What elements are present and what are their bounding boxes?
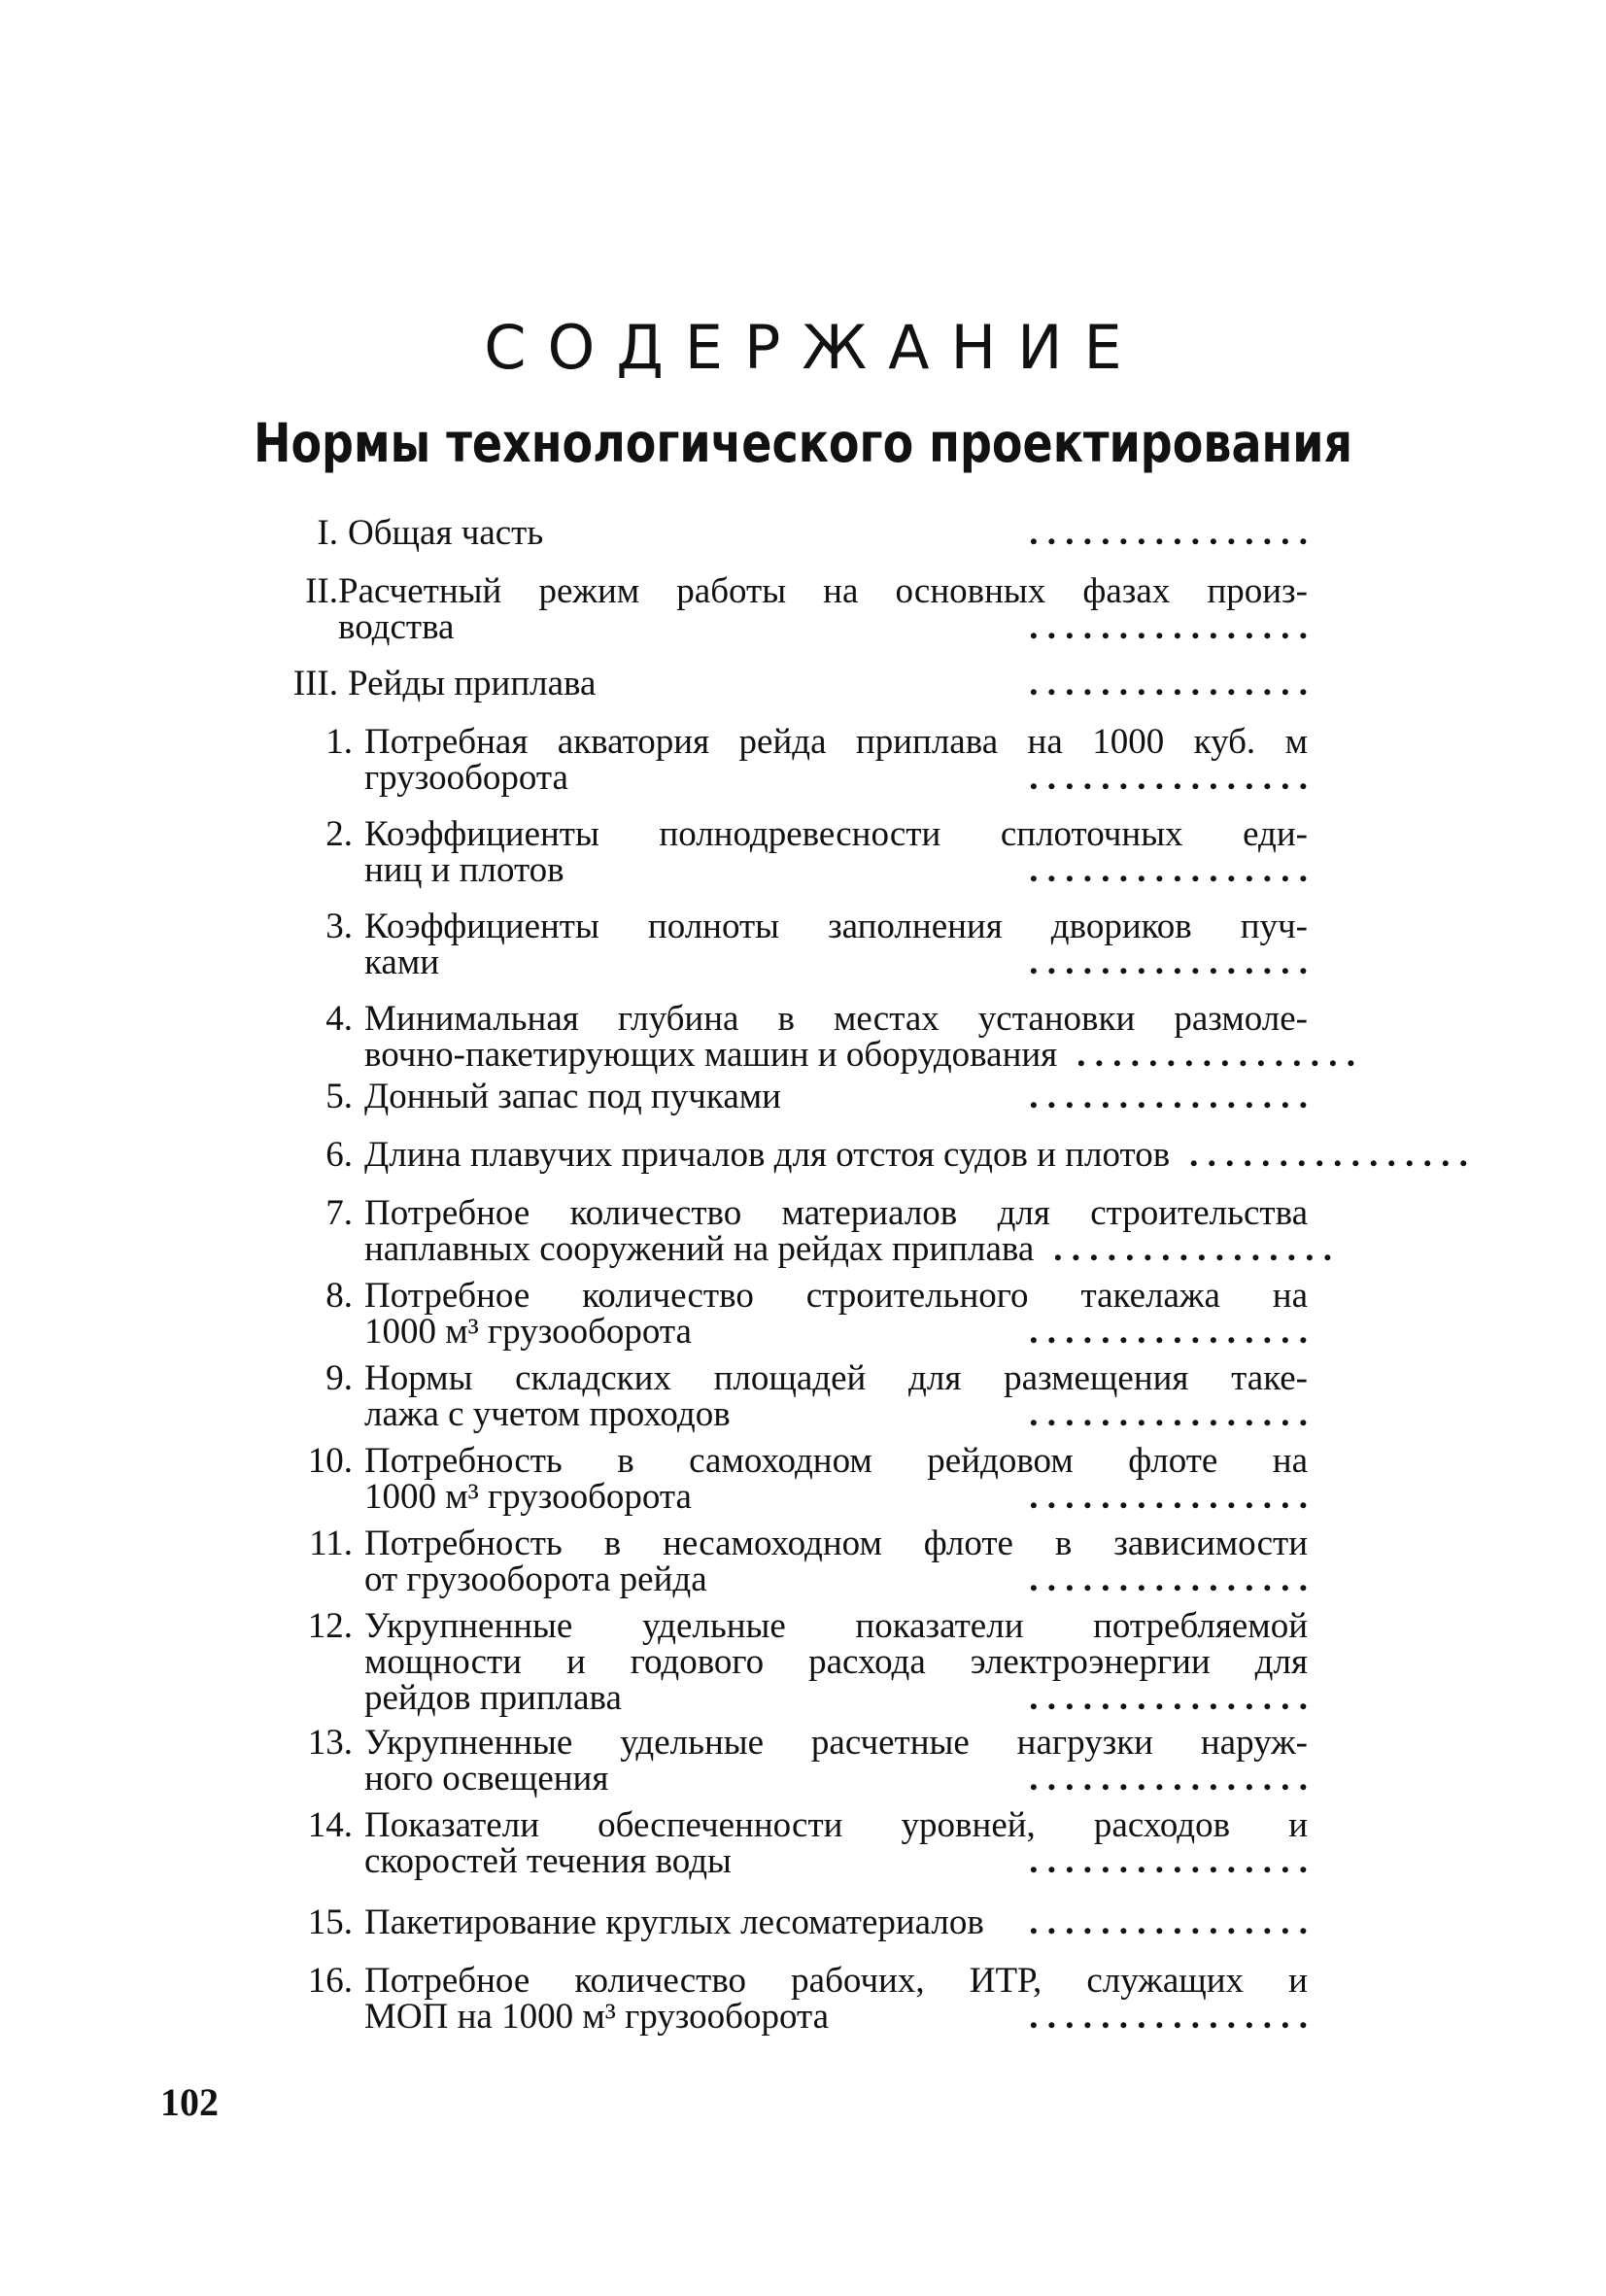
toc-number: 11.: [309, 1524, 353, 1563]
toc-line: Потребное количество рабочих, ИТР, служащих и: [364, 1961, 1308, 2001]
dot-leader: . . . . . . . . . . . . . . . .: [1029, 1477, 1308, 1517]
toc-number: III.: [292, 664, 338, 703]
toc-text: [348, 515, 1308, 551]
toc-line-text: скоростей течения воды: [364, 1841, 732, 1881]
toc-section: [262, 666, 1308, 702]
toc-line: Потребное количество строительного такелажа на: [364, 1276, 1308, 1316]
page-number: 102: [160, 2080, 219, 2124]
toc-item: [262, 1608, 1308, 1716]
toc-line-last: [364, 1314, 1308, 1350]
toc-item: [262, 1525, 1308, 1597]
toc-text: [364, 1904, 1308, 1940]
toc-line-text: Рейды приплава: [348, 664, 597, 703]
toc-line-text: МОП на 1000 м³ грузооборота: [364, 1997, 830, 2037]
dot-leader: . . . . . . . . . . . . . . . .: [1029, 758, 1308, 798]
toc-line: Расчетный режим работы на основных фазах произ-: [338, 571, 1308, 611]
toc-line-text: 1000 м³ грузооборота: [364, 1312, 692, 1352]
toc-text: [364, 724, 1308, 796]
toc-line-last: [364, 1680, 1308, 1716]
toc-line-text: лажа с учетом проходов: [364, 1394, 731, 1434]
toc-text: [364, 1525, 1308, 1597]
toc-line-last: [364, 852, 1308, 888]
toc-item: [262, 1278, 1308, 1350]
toc-text: [364, 999, 1355, 1075]
toc-line: Показатели обеспеченности уровней, расходов и: [364, 1805, 1308, 1845]
toc-text: [364, 1079, 1308, 1114]
toc-line-last: [338, 609, 1308, 645]
toc-text: [364, 816, 1308, 888]
dot-leader: . . . . . . . . . . . . . . . .: [1029, 1312, 1308, 1352]
toc-line: Потребность в несамоходном флоте в зависимости: [364, 1524, 1308, 1563]
toc-line-text: ного освещения: [364, 1759, 609, 1799]
toc-number: 8.: [325, 1276, 353, 1316]
toc-line: Минимальная глубина в местах установки размоле-: [364, 999, 1308, 1039]
toc-line-text: Пакетирование круглых лесоматериалов: [364, 1902, 984, 1942]
toc-number: 9.: [325, 1358, 353, 1398]
toc-line-text: от грузооборота рейда: [364, 1559, 707, 1599]
toc-line-last: [364, 1229, 1333, 1269]
toc-line-last: [348, 666, 1308, 702]
toc-line-text: водства: [338, 607, 455, 647]
toc-text: [364, 1360, 1308, 1432]
toc-number: 12.: [307, 1606, 353, 1646]
toc-line-text: рейдов приплава: [364, 1678, 622, 1718]
toc-item: [262, 1135, 1468, 1175]
dot-leader: . . . . . . . . . . . . . . . .: [1029, 942, 1308, 982]
toc-item: [262, 1443, 1308, 1515]
toc-text: [364, 1725, 1308, 1797]
toc-item: [262, 1963, 1308, 2035]
toc-text: [364, 1278, 1308, 1350]
toc-line-text: вочно-пакетирующих машин и оборудования: [364, 1035, 1058, 1075]
toc-line-last: [364, 760, 1308, 796]
dot-leader: . . . . . . . . . . . . . . . .: [1029, 850, 1308, 890]
toc-line-last: [364, 1843, 1308, 1879]
dot-leader: . . . . . . . . . . . . . . . .: [1029, 1841, 1308, 1881]
dot-leader: . . . . . . . . . . . . . . . .: [1029, 513, 1308, 553]
toc-number: I.: [317, 513, 338, 553]
dot-leader: . . . . . . . . . . . . . . . .: [1029, 1759, 1308, 1799]
toc-number: 16.: [307, 1961, 353, 2001]
toc-line: Потребная акватория рейда приплава на 1000 куб. м: [364, 722, 1308, 762]
toc-line: Укрупненные удельные расчетные нагрузки наруж-: [364, 1723, 1308, 1763]
toc-line-text: Донный запас под пучками: [364, 1077, 781, 1116]
toc-item: [262, 1904, 1308, 1940]
toc-line-last: [348, 515, 1308, 551]
toc-line-text: Длина плавучих причалов для отстоя судов и плотов: [364, 1135, 1171, 1175]
toc-number: 13.: [307, 1723, 353, 1763]
toc-line: Нормы складских площадей для размещения таке-: [364, 1358, 1308, 1398]
toc-line-last: [364, 1396, 1308, 1432]
dot-leader: . . . . . . . . . . . . . . . .: [1029, 664, 1308, 703]
toc-number: 4.: [325, 999, 353, 1039]
toc-line-last: [364, 1904, 1308, 1940]
toc-number: 3.: [325, 907, 353, 946]
toc-item: [262, 1079, 1308, 1114]
toc-line-text: ками: [364, 942, 440, 982]
toc-line-last: [364, 1079, 1308, 1114]
toc-text: [364, 1807, 1308, 1879]
toc-number: 2.: [325, 814, 353, 854]
toc-line-last: [364, 1479, 1308, 1515]
toc-item: [262, 908, 1308, 980]
toc-line-text: грузооборота: [364, 758, 568, 798]
toc-line-text: Общая часть: [348, 513, 544, 553]
toc-line: Потребность в самоходном рейдовом флоте на: [364, 1441, 1308, 1481]
toc-text: [338, 573, 1308, 645]
page-subtitle: Нормы технологического проектирования: [253, 411, 1353, 475]
toc-item: [262, 999, 1355, 1075]
toc-line: Коэффициенты полноты заполнения двориков пуч-: [364, 907, 1308, 946]
toc-text: [364, 1193, 1333, 1269]
toc-line-last: [364, 1561, 1308, 1597]
dot-leader: . . . . . . . . . . . . . . . .: [1029, 1997, 1308, 2037]
toc-number: 15.: [307, 1902, 353, 1942]
dot-leader: . . . . . . . . . . . . . . . .: [1053, 1229, 1333, 1269]
toc-text: [364, 1135, 1468, 1175]
toc-text: [364, 1608, 1308, 1716]
toc-item: [262, 724, 1308, 796]
toc-line-last: [364, 944, 1308, 980]
toc-item: [262, 1360, 1308, 1432]
toc-line: Укрупненные удельные показатели потребляемой: [364, 1606, 1308, 1646]
dot-leader: . . . . . . . . . . . . . . . .: [1029, 1902, 1308, 1942]
toc-item: [262, 816, 1308, 888]
toc-item: [262, 1193, 1333, 1269]
toc-line-text: 1000 м³ грузооборота: [364, 1477, 692, 1517]
toc-number: 10.: [307, 1441, 353, 1481]
toc-text: [348, 666, 1308, 702]
toc-number: 5.: [325, 1077, 353, 1116]
toc-text: [364, 1963, 1308, 2035]
page-title: СОДЕРЖАНИЕ: [484, 312, 1144, 383]
toc-item: [262, 1807, 1308, 1879]
toc-line-last: [364, 1999, 1308, 2035]
dot-leader: . . . . . . . . . . . . . . . .: [1029, 1559, 1308, 1599]
toc-number: 1.: [325, 722, 353, 762]
dot-leader: . . . . . . . . . . . . . . . .: [1029, 1394, 1308, 1434]
toc-text: [364, 1443, 1308, 1515]
toc-line: Потребное количество материалов для строительства: [364, 1193, 1308, 1233]
toc-line: мощности и годового расхода электроэнергии для: [364, 1642, 1308, 1682]
toc-line-last: [364, 1035, 1355, 1075]
toc-number: 14.: [307, 1805, 353, 1845]
toc-line-text: ниц и плотов: [364, 850, 564, 890]
toc-text: [364, 908, 1308, 980]
toc-line-last: [364, 1761, 1308, 1797]
dot-leader: . . . . . . . . . . . . . . . .: [1029, 1077, 1308, 1116]
dot-leader: . . . . . . . . . . . . . . . .: [1029, 607, 1308, 647]
toc-section: [262, 573, 1308, 645]
toc-section: [262, 515, 1308, 551]
toc-line-last: [364, 1135, 1468, 1175]
toc-number: 6.: [325, 1135, 353, 1175]
toc-item: [262, 1725, 1308, 1797]
toc-number: 7.: [325, 1193, 353, 1233]
toc-line-text: наплавных сооружений на рейдах приплава: [364, 1229, 1035, 1269]
dot-leader: . . . . . . . . . . . . . . . .: [1029, 1678, 1308, 1718]
toc-line: Коэффициенты полнодревесности сплоточных еди-: [364, 814, 1308, 854]
toc-number: II.: [305, 571, 338, 611]
dot-leader: . . . . . . . . . . . . . . . .: [1189, 1135, 1468, 1175]
dot-leader: . . . . . . . . . . . . . . . .: [1076, 1035, 1355, 1075]
